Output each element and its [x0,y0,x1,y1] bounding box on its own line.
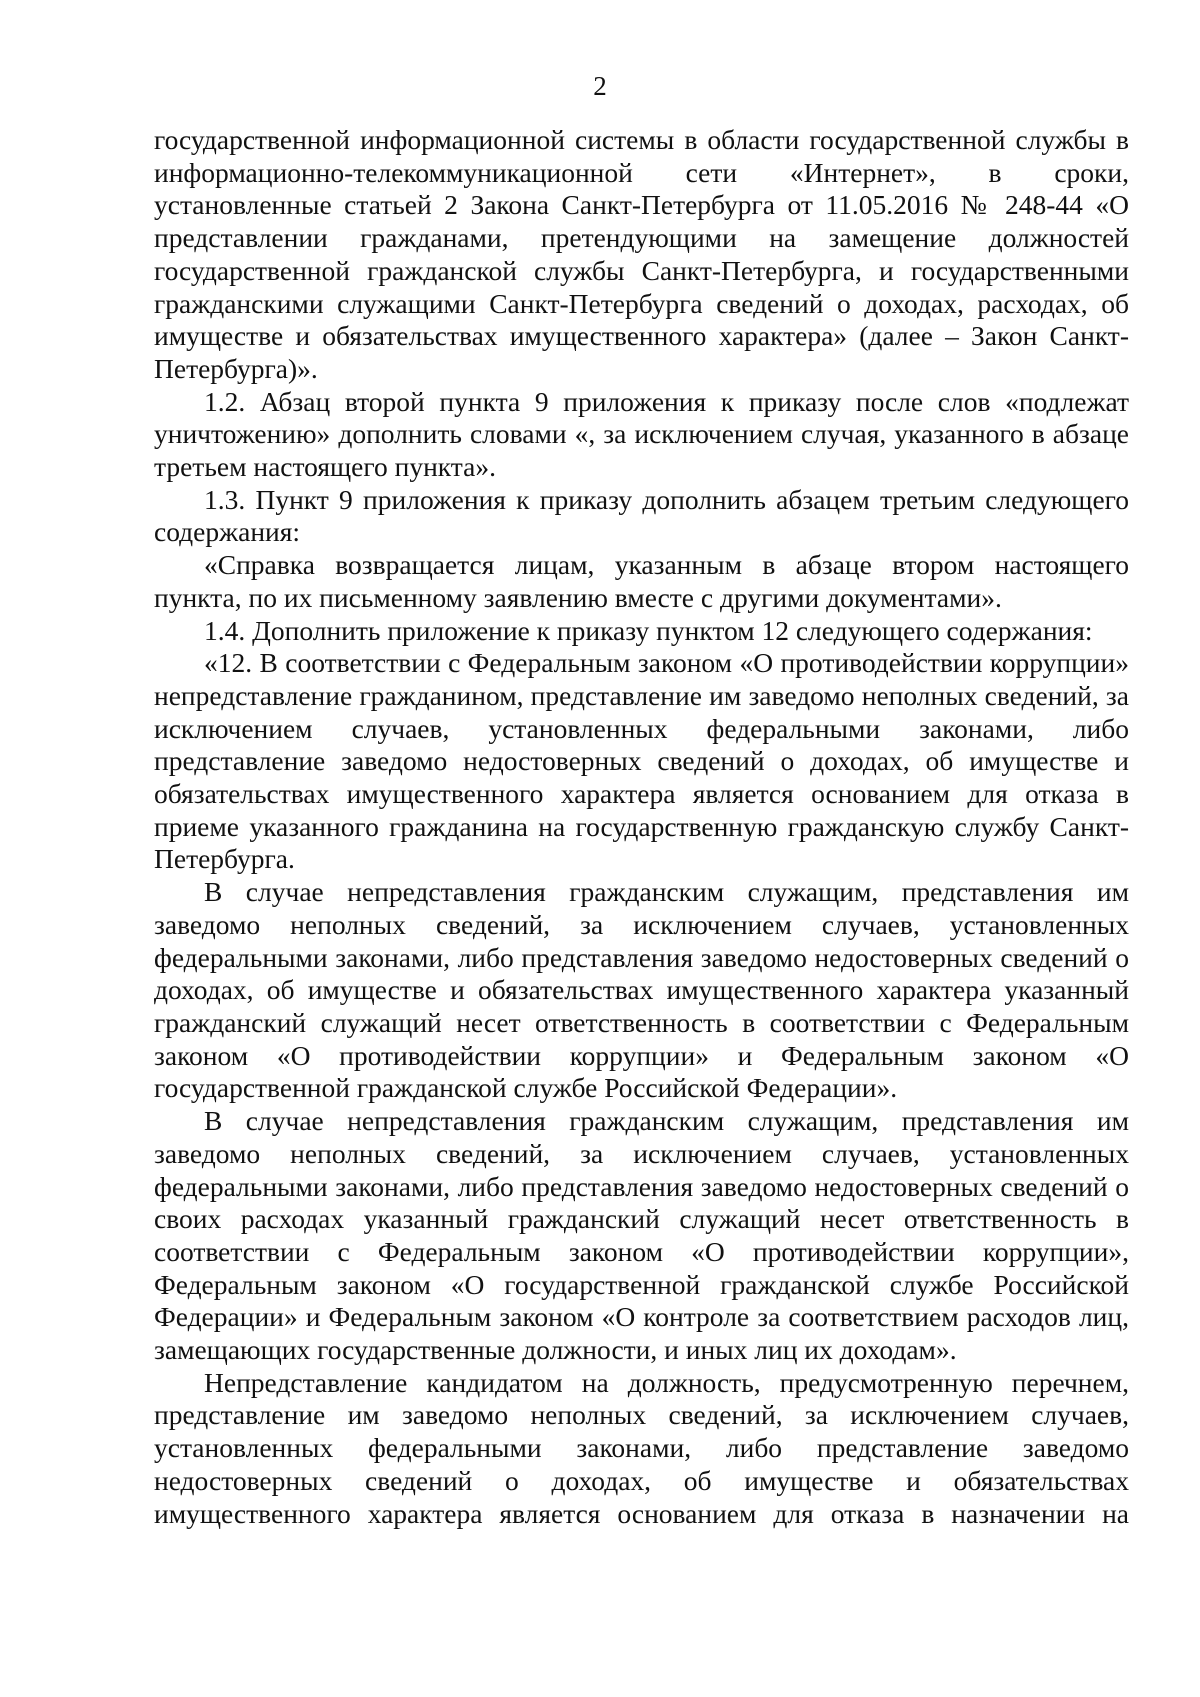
document-body [154,124,1129,1530]
paragraph-1-2: 1.2. Абзац второй пункта 9 приложения к приказу после слов «подлежат уничтожению» дополнить словами «, за исключением случая, указанного в абзаце третьем настоящего пункта». [154,385,1129,483]
paragraph-continuation: государственной информационной системы в области государственной службы в информационно-телекоммуникационной сети «Интернет», в сроки, установленные статьей 2 Закона Санкт-Петербурга от 11.05.2016 № 248-44 «О представлении гражданами, претендующими на замещение должностей государственной гражданской службы Санкт-Петербурга, и государственными гражданскими служащими Санкт-Петербурга сведений о доходах, расходах, об имуществе и обязательствах имущественного характера» (далее – Закон Санкт-Петербурга)». [154,124,1129,384]
paragraph-expense-liability: В случае непредставления гражданским служащим, представления им заведомо неполных сведений, за исключением случаев, установленных федеральными законами, либо представления заведомо недостоверных сведений о своих расходах указанный гражданский служащий несет ответственность в соответствии с Федеральным законом «О противодействии коррупции», Федеральным законом «О государственной гражданской службе Российской Федерации» и Федеральным законом «О контроле за соответствием расходов лиц, замещающих государственные должности, и иных лиц их доходам». [154,1105,1129,1366]
paragraph-1-3: 1.3. Пункт 9 приложения к приказу дополнить абзацем третьим следующего содержания: [154,483,1129,548]
paragraph-1-4: 1.4. Дополнить приложение к приказу пунктом 12 следующего содержания: [204,614,1093,646]
page-number: 2 [593,71,607,101]
paragraph-income-liability: В случае непредставления гражданским служащим, представления им заведомо неполных сведений, за исключением случаев, установленных федеральными законами, либо представления заведомо недостоверных сведений о доходах, об имуществе и обязательствах имущественного характера указанный гражданский служащий несет ответственность в соответствии с Федеральным законом «О противодействии коррупции» и Федеральным законом «О государственной гражданской службе Российской Федерации». [154,876,1129,1104]
paragraph-quote-spravka: «Справка возвращается лицам, указанным в абзаце втором настоящего пункта, по их письменному заявлению вместе с другими документами». [154,549,1129,613]
paragraph-12: «12. В соответствии с Федеральным законом «О противодействии коррупции» непредставление гражданином, представление им заведомо неполных сведений, за исключением случаев, установленных федеральными законами, либо представление заведомо недостоверных сведений о доходах, об имуществе и обязательствах имущественного характера является основанием для отказа в приеме указанного гражданина на государственную гражданскую службу Санкт-Петербурга. [154,647,1129,875]
paragraph-candidate: Непредставление кандидатом на должность, предусмотренную перечнем, представление им заведомо неполных сведений, за исключением случаев, установленных федеральными законами, либо представление заведомо недостоверных сведений о доходах, об имуществе и обязательствах имущественного характера является основанием для отказа в назначении на [154,1366,1129,1529]
